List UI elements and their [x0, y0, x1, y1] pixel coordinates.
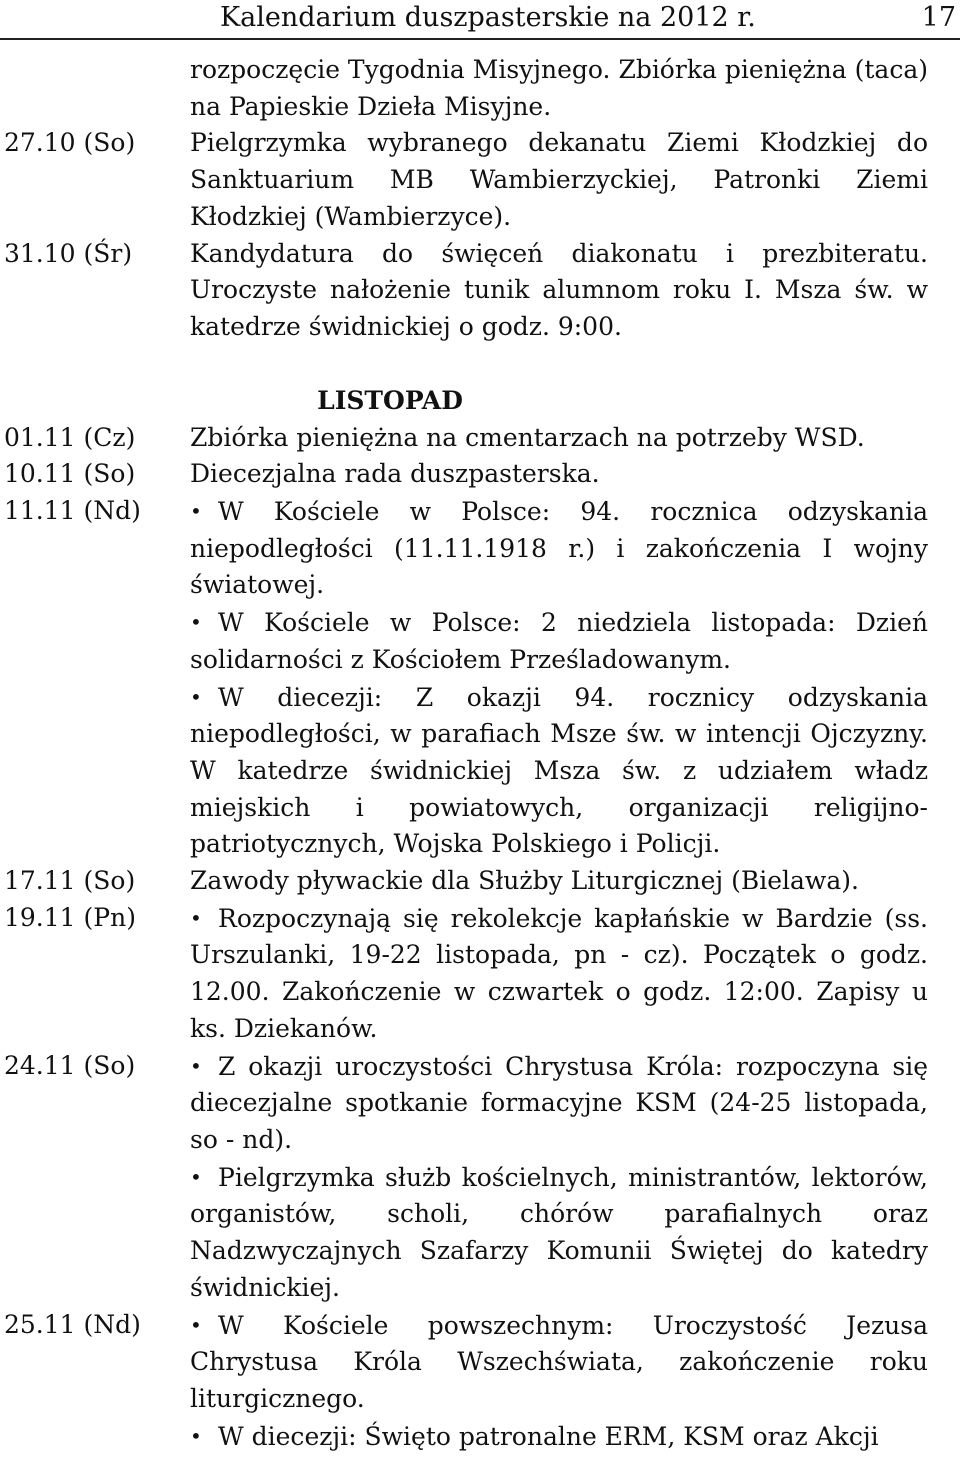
bullet-icon: • — [190, 1164, 202, 1189]
header-title: Kalendarium duszpasterskie na 2012 r. — [220, 2, 756, 33]
bullet-icon: • — [190, 499, 202, 524]
bullet-icon: • — [190, 1053, 202, 1078]
bullet-icon: • — [190, 610, 202, 635]
entry-text: Pielgrzymka wybranego dekanatu Ziemi Kłodzkiej do Sanktuarium MB Wambierzyckiej, Patronki Ziemi Kłodzkiej (Wambierzyce). — [190, 128, 928, 231]
entry-date: 01.11 (Cz) — [4, 422, 136, 452]
bullet-text: W diecezji: Z okazji 94. rocznicy odzyskania niepodległości, w parafiach Msze św. w intencji Ojczyzny. W katedrze świdnickiej Msza św. z udziałem władz miejskich i powiatowych, organizacji religijno-patriotycznych, Wojska Polskiego i Policji. — [190, 682, 928, 859]
entry-10-11 — [4, 456, 928, 493]
entry-01-11 — [4, 420, 928, 457]
bullet-text: W diecezji: Święto patronalne ERM, KSM oraz Akcji — [218, 1421, 879, 1451]
bullet-icon: • — [190, 1423, 202, 1448]
entry-date: 11.11 (Nd) — [4, 496, 141, 526]
bullet-item — [190, 1159, 928, 1307]
entry-date: 24.11 (So) — [4, 1050, 136, 1080]
page-number: 17 — [921, 2, 956, 33]
bullet-text: W Kościele w Polsce: 94. rocznica odzyskania niepodległości (11.11.1918 r.) i zakończenia I wojny światowej. — [190, 497, 928, 600]
bullet-item — [190, 900, 928, 1048]
bullet-text: Rozpoczynają się rekolekcje kapłańskie w Bardzie (ss. Urszulanki, 19-22 listopada, pn - cz). Początek o godz. 12.00. Zakończenie w czwartek o godz. 12:00. Zapisy u ks. Dziekanów. — [190, 903, 928, 1043]
entry-text: rozpoczęcie Tygodnia Misyjnego. Zbiórka pieniężna (taca) na Papieskie Dzieła Misyjne. — [190, 55, 928, 121]
bullet-item — [190, 493, 928, 604]
entry-25-11 — [4, 1307, 928, 1456]
entry-31-10 — [4, 236, 928, 346]
bullet-text: Pielgrzymka służb kościelnych, ministrantów, lektorów, organistów, scholi, chórów parafialnych oraz Nadzwyczajnych Szafarzy Komunii Świętej do katedry świdnickiej. — [190, 1162, 928, 1302]
entry-17-11 — [4, 863, 928, 900]
entry-text: Zbiórka pieniężna na cmentarzach na potrzeby WSD. — [190, 422, 865, 452]
entry-date: 25.11 (Nd) — [4, 1309, 141, 1339]
entry-bullets — [190, 493, 928, 863]
entry-27-10 — [4, 125, 928, 235]
entry-date: 10.11 (So) — [4, 459, 136, 489]
entry-bullets — [190, 900, 928, 1048]
entry-date: 19.11 (Pn) — [4, 902, 136, 932]
entry-date: 31.10 (Śr) — [4, 238, 133, 268]
entry-19-11 — [4, 900, 928, 1048]
bullet-icon: • — [190, 684, 202, 709]
entry-bullets — [190, 1307, 928, 1456]
entry-24-11 — [4, 1048, 928, 1307]
calendar-content — [4, 52, 928, 1455]
section-gap — [4, 346, 928, 382]
entry-date: 17.11 (So) — [4, 866, 136, 896]
entry-text: Zawody pływackie dla Służby Liturgicznej (Bielawa). — [190, 866, 859, 896]
bullet-text: W Kościele powszechnym: Uroczystość Jezusa Chrystusa Króla Wszechświata, zakończenie roku liturgicznego. — [190, 1310, 928, 1413]
bullet-item — [190, 1048, 928, 1159]
bullet-text: W Kościele w Polsce: 2 niedziela listopada: Dzień solidarności z Kościołem Prześladowanym. — [190, 608, 928, 674]
entry-text: Kandydatura do święceń diakonatu i prezbiteratu. Uroczyste nałożenie tunik alumnom roku I. Msza św. w katedrze świdnickiej o godz. 9:00. — [190, 238, 928, 341]
entry-11-11 — [4, 493, 928, 863]
bullet-icon: • — [190, 1312, 202, 1337]
entry-text: Diecezjalna rada duszpasterska. — [190, 459, 600, 489]
month-heading — [190, 382, 590, 420]
page-header — [0, 0, 960, 40]
bullet-item — [190, 1418, 928, 1456]
entry-bullets — [190, 1048, 928, 1307]
month-heading-text: LISTOPAD — [317, 385, 463, 415]
entry-date: 27.10 (So) — [4, 128, 136, 158]
bullet-item — [190, 604, 928, 678]
bullet-icon: • — [190, 905, 202, 930]
continuation-entry — [4, 52, 928, 125]
bullet-item — [190, 679, 928, 864]
bullet-text: Z okazji uroczystości Chrystusa Króla: rozpoczyna się diecezjalne spotkanie formacyjne KSM (24-25 listopada, so - nd). — [190, 1051, 928, 1154]
bullet-item — [190, 1307, 928, 1418]
